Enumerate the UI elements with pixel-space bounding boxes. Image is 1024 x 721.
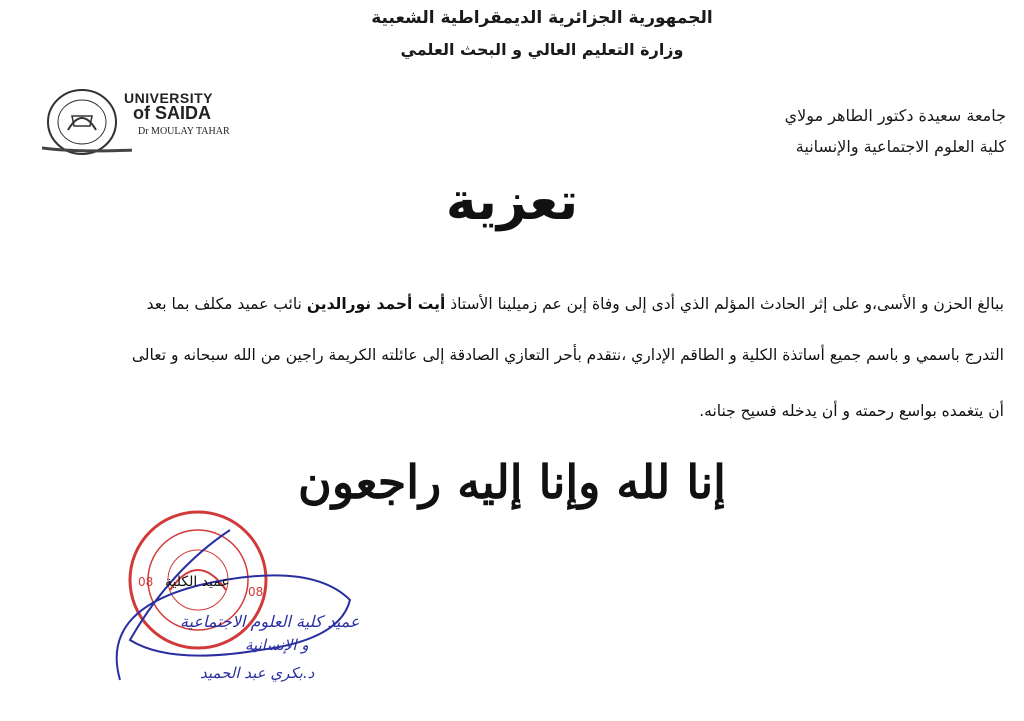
logo-university-text: UNIVERSITY [124, 90, 214, 106]
dean-name: د.بكري عبد الحميد [200, 664, 315, 682]
logo-saida-text: of SAIDA [133, 103, 211, 123]
university-seal-icon [42, 86, 132, 158]
header-ministry: وزارة التعليم العالي و البحث العلمي [400, 40, 684, 59]
university-logo [38, 86, 238, 158]
document-title: تعزية [445, 172, 579, 232]
stamp-title-line: عميد كلية العلوم الاجتماعية [180, 612, 360, 631]
header-republic: الجمهورية الجزائرية الديمقراطية الشعبية [371, 8, 713, 28]
stamp-number-left: 08 [138, 575, 154, 589]
logo-moulay-tahar-text: Dr MOULAY TAHAR [138, 126, 230, 137]
body-line-1 [20, 295, 1004, 313]
quran-verse-calligraphy: إنا لله وإنا إليه راجعون [298, 455, 726, 509]
faculty-name: كلية العلوم الاجتماعية والإنسانية [795, 137, 1006, 156]
dean-label: عميد الكلية [165, 574, 230, 590]
stamp-title-line-2: و الإنسانية [245, 636, 309, 654]
body-line-1-start: ببالغ الحزن و الأسى،و على إثر الحادث المؤلم الذي أدى إلى وفاة إبن عم زميلينا الأستاذ [445, 295, 1004, 313]
body-line-1-end: نائب عميد مكلف بما بعد [146, 295, 307, 313]
body-line-2: التدرج باسمي و باسم جميع أساتذة الكلية و الطاقم الإداري ،نتقدم بأحر التعازي الصادقة إلى عائلته الكريمة راجين من الله سبحانه و تعالى [131, 346, 1004, 364]
university-name: جامعة سعيدة دكتور الطاهر مولاي [784, 106, 1006, 125]
body-line-3: أن يتغمده بواسع رحمته و أن يدخله فسيح جنانه. [699, 402, 1004, 420]
stamp-number-right: 08 [248, 585, 264, 599]
deceased-relative-name: أيت أحمد نورالدين [306, 295, 446, 313]
